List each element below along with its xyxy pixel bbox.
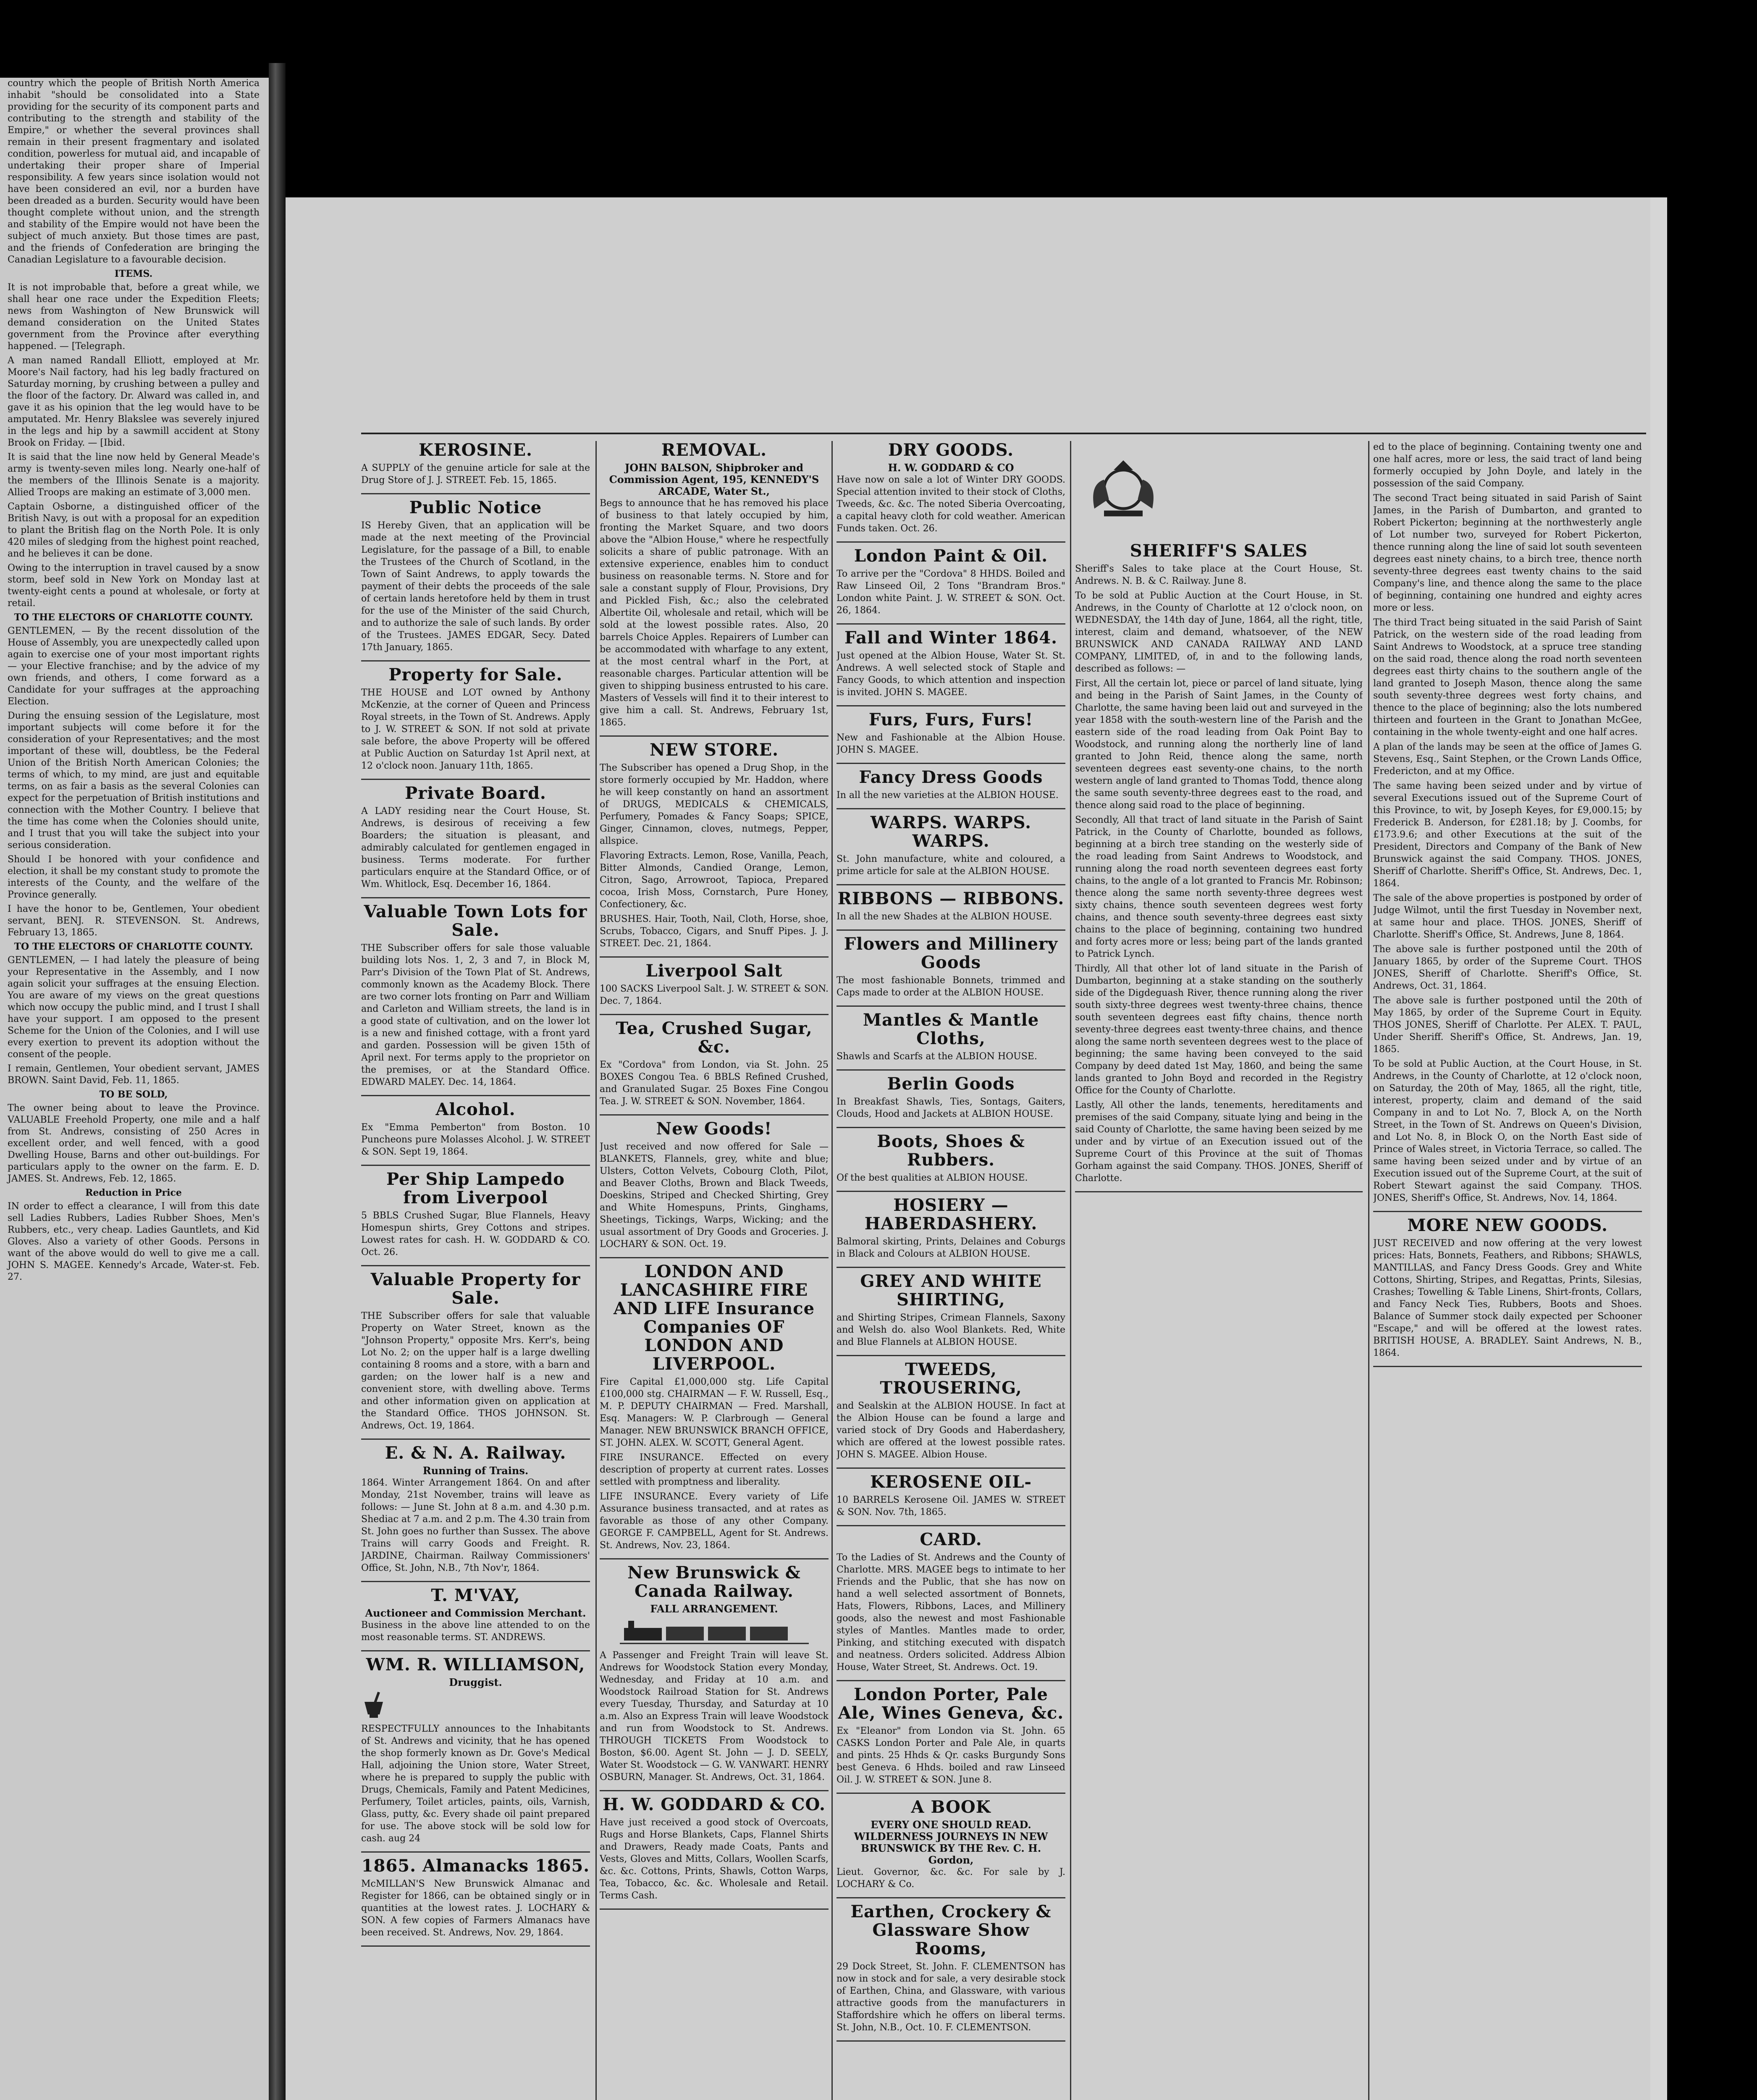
advertisement <box>361 666 590 772</box>
royal-crest-icon <box>1075 441 1172 538</box>
ad-divider <box>361 1581 590 1582</box>
ad-body-text: In all the new Shades at the ALBION HOUSE. <box>837 911 1052 922</box>
ad-body-text: Flavoring Extracts. Lemon, Rose, Vanilla, Peach, Bitter Almonds, Candied Orange, Lemon, Citron, Sago, Arrowroot, Tapioca, Prepared cocoa, Irish Moss, Cornstarch, Pure Honey, Confectionery, &c. <box>600 850 829 910</box>
ad-heading: Per Ship Lampedo from Liverpool <box>386 1169 565 1208</box>
ad-divider <box>361 1438 590 1440</box>
ad-divider <box>837 1467 1065 1469</box>
ad-body-text: Business in the above line attended to on the most reasonable terms. ST. ANDREWS. <box>361 1620 590 1643</box>
ad-heading: KEROSINE. <box>419 441 532 460</box>
ad-heading: New Brunswick & Canada Railway. <box>627 1563 801 1601</box>
left-page-heading: TO THE ELECTORS OF CHARLOTTE COUNTY. <box>14 612 253 623</box>
ad-body-text: A plan of the lands may be seen at the office of James G. Stevens, Esq., Saint Stephen, or the Crown Lands Office, Fredericton, and at my Office. <box>1373 742 1642 777</box>
ad-body-text: Lieut. Governor, &c. &c. For sale by J. LOCHARY & Co. <box>837 1867 1065 1890</box>
ad-divider <box>837 1525 1065 1526</box>
ad-divider <box>837 1069 1065 1071</box>
ad-divider <box>1373 1366 1642 1367</box>
ad-body-text: Secondly, All that tract of land situate in the Parish of Saint Patrick, in the County of Charlotte, bounded as follows, beginning at a birch tree standing on the westerly side of the road leading from Saint Andrews to Woodstock, and running along the road north seventeen degrees east forty chains, to the angle of a lot granted to Francis Mr. Robinson; thence along the same north seventy-three degrees west sixty chains, thence south seventeen degrees west forty chains, and thence south seventy-three degrees east sixty chains to the place of beginning, containing two hundred and forty acres more or less; being part of the lands granted to Patrick Lynch. <box>1075 815 1363 959</box>
ad-divider <box>361 897 590 898</box>
ad-body-text: To the Ladies of St. Andrews and the County of Charlotte. MRS. MAGEE begs to intimate to her Friends and the Public, that she has now on hand a well selected assortment of Bonnets, Hats, Flowers, Ribbons, Laces, and Millinery goods, also the newest and most Fashionable styles of Mantles. Mantles made to order, Pinking, and stitching executed with dispatch and neatness. Orders solicited. Address Albion House, Water Street, St. Andrews. Oct. 19. <box>837 1552 1065 1672</box>
advertisement <box>600 1120 829 1250</box>
ad-body-text: JUST RECEIVED and now offering at the very lowest prices: Hats, Bonnets, Feathers, and Ribbons; SHAWLS, MANTILLAS, and Fancy Dress Goods. Grey and White Cottons, Shirting, Stripes, and Regattas, Prints, Silesias, Crashes; Towelling & Table Linens, Shirt-fronts, Collars, and Fancy Neck Ties, Rubbers, Boots and Shoes. Balance of Summer stock daily expected per Schooner "Escape," and will be offered at the lowest rates. BRITISH HOUSE, A. BRADLEY. Saint Andrews, N. B., 1864. <box>1373 1238 1642 1358</box>
ad-heading: RIBBONS — RIBBONS. <box>837 889 1065 908</box>
ad-body-text: Ex "Emma Pemberton" from Boston. 10 Puncheons pure Molasses Alcohol. J. W. STREET & SON. Sept 19, 1864. <box>361 1122 590 1157</box>
ad-body-text: To be sold at Public Auction at the Court House, in St. Andrews, in the County of Charlotte at 12 o'clock noon, on WEDNESDAY, the 14th day of June, 1864, all the right, title, interest, claim and demand, whatsoever, of the NEW BRUNSWICK AND CANADA RAILWAY AND LAND COMPANY, LIMITED, of, in and to the following lands, described as follows: — <box>1075 591 1363 674</box>
advertisement <box>837 629 1065 698</box>
ad-heading: Berlin Goods <box>887 1074 1015 1094</box>
advertisement <box>837 711 1065 756</box>
ad-divider <box>837 1355 1065 1356</box>
ad-divider <box>600 1908 829 1910</box>
ad-heading: LONDON AND LANCASHIRE FIRE AND LIFE Insurance Companies OF LONDON AND LIVERPOOL. <box>613 1262 815 1374</box>
ad-body-text: In Breakfast Shawls, Ties, Sontags, Gaiters, Clouds, Hood and Jackets at ALBION HOUSE. <box>837 1097 1065 1119</box>
ad-heading: Mantles & Mantle Cloths, <box>863 1010 1039 1048</box>
ad-heading: WARPS. WARPS. WARPS. <box>870 813 1032 851</box>
ad-heading: Tea, Crushed Sugar, &c. <box>616 1018 813 1057</box>
ad-divider <box>1075 1191 1363 1192</box>
ad-divider <box>837 541 1065 543</box>
ad-body-text: The sale of the above properties is postponed by order of Judge Wilmot, until the first Tuesday in November next, at same hour and place. THOS. JONES, Sheriff of Charlotte. Sheriff's Office, St. Andrews, June 8, 1864. <box>1373 893 1642 940</box>
ad-body-text: Begs to announce that he has removed his place of business to that lately occupied by him, fronting the Market Square, and two doors above the "Albion House," where he respectfully solicits a share of public patronage. With an extensive experience, enables him to conduct business on reasonable terms. N. Store and for sale a constant supply of Flour, Provisions, Dry and Pickled Fish, &c.; also the celebrated Albertite Oil, wholesale and retail, which will be sold at the lowest possible rates. Also, 20 barrels Choice Apples. Repairers of Lumber can be accommodated with wharfage to any extent, at the most central wharf in the Port, at reasonable charges. Particular attention will be given to shipping business entrusted to his care. Masters of Vessels will find it to their interest to give him a call. St. Andrews, February 1st, 1865. <box>600 498 829 728</box>
left-page-paragraph: It is said that the line now held by General Meade's army is twenty-seven miles long. Nearly one-half of the members of the Illinois Senate is a majority. Allied Troops are making an estimate of 3,000 men. <box>8 452 260 498</box>
ad-subheading: H. W. GODDARD & CO <box>888 462 1014 474</box>
advertisement <box>837 441 1065 535</box>
left-page-paragraph: country which the people of British North America inhabit "should be consolidated into a State providing for the security of its component parts and contributing to the strength and stability of the Empire," or whether the several provinces shall remain in their present fragmentary and isolated condition, powerless for mutual aid, and incapable of undertaking their proper share of Imperial responsibility. A few years since isolation would not have been considered an evil, nor a burden have been dreaded as a burden. Security would have been thought complete without union, and the strength and stability of the Empire would not have been the subject of much anxiety. But those times are past, and the friends of Confederation are bringing the Canadian Legislature to a favourable decision. <box>8 78 260 265</box>
ad-divider <box>600 1790 829 1791</box>
ad-body-text: Just opened at the Albion House, Water St. St. Andrews. A well selected stock of Staple and Fancy Goods, to which attention and inspection is invited. JOHN S. MAGEE. <box>837 651 1065 698</box>
ad-body-text: The third Tract being situated in the said Parish of Saint Patrick, on the western side of the road leading from Saint Andrews to Woodstock, at a spruce tree standing on the said road, thence along the road north seventeen degrees east thirty chains to the southern angle of the land granted to Joseph Mason, thence along the same south seventy-three degrees west forty chains, and thence to the place of beginning; also the lots numbered thirteen and fourteen in the Grant to Jonathan McGee, containing in the whole twenty-eight and one half acres. <box>1373 617 1642 738</box>
advertisement <box>361 1656 590 1845</box>
ad-body-text: The same having been seized under and by virtue of several Executions issued out of the Supreme Court of this Province, to wit, by Joseph Keyes, for £9,000.15; by Frederick B. Anderson, for £281.18; by J. Coombs, for £173.9.6; and other Executions at the suit of the President, Directors and Company of the Bank of New Brunswick against the said Company. THOS. JONES, Sheriff of Charlotte. Sheriff's Office, St. Andrews, Dec. 1, 1864. <box>1373 781 1642 889</box>
ad-heading: H. W. GODDARD & CO. <box>603 1795 826 1814</box>
ad-body-text: Thirdly, All that other lot of land situate in the Parish of Dumbarton, beginning at a stake standing on the southerly side of the Digdeguash River, thence running along the river south sixty-three degrees west twenty-three chains, thence south seventeen degrees east fifty chains, thence north seventy-three degrees east twenty-three chains, and thence along the same north seventeen degrees west to the place of beginning; the same having been conveyed to the said Company by deed dated 1st May, 1860, and being the same lands granted to John Boyd and recorded in the Registry Office for the County of Charlotte. <box>1075 963 1363 1096</box>
advertisement <box>361 1170 590 1258</box>
column-2 <box>600 441 829 2100</box>
ad-divider <box>837 1897 1065 1898</box>
ad-body-text: THE HOUSE and LOT owned by Anthony McKenzie, at the corner of Queen and Princess Royal streets, in the Town of St. Andrews. Apply to J. W. STREET & SON. If not sold at private sale before, the above Property will be offered at Public Auction on Saturday 1st April next, at 12 o'clock noon. January 11th, 1865. <box>361 688 590 771</box>
ad-divider <box>837 884 1065 885</box>
advertisement <box>361 903 590 1088</box>
ad-divider <box>600 956 829 958</box>
ad-heading: 1865. Almanacks 1865. <box>361 1856 590 1876</box>
page-fold <box>269 63 286 2100</box>
ad-heading: MORE NEW GOODS. <box>1407 1215 1608 1235</box>
advertisement <box>600 1263 829 1551</box>
advertisement <box>837 890 1065 923</box>
ad-body-text: A LADY residing near the Court House, St. Andrews, is desirous of receiving a few Boarders; the situation is pleasant, and admirably calculated for gentlemen engaged in business. Terms moderate. For further particulars enquire at the Standard Office, or of Wm. Whitlock, Esq. December 16, 1864. <box>361 806 590 890</box>
left-page-column <box>8 78 260 1286</box>
left-page-paragraph: Captain Osborne, a distinguished officer of the British Navy, is out with a proposal for an expedition to plant the British flag on the North Pole. It is only 420 miles of sledging from the highest point reached, and he believes it can be done. <box>8 501 260 559</box>
column-4 <box>1075 441 1363 2100</box>
ad-divider <box>361 1165 590 1166</box>
ad-subheading: Running of Trains. <box>422 1465 529 1477</box>
ad-heading: T. M'VAY, <box>431 1586 520 1605</box>
ad-divider <box>837 1793 1065 1794</box>
ad-divider <box>837 623 1065 625</box>
advertisement <box>1075 441 1363 1184</box>
ad-heading: Valuable Town Lots for Sale. <box>364 902 587 940</box>
ad-heading: Property for Sale. <box>388 665 563 685</box>
left-page-heading: TO BE SOLD, <box>99 1089 168 1100</box>
ad-divider <box>837 1267 1065 1268</box>
advertisement <box>361 441 590 486</box>
ad-divider <box>837 929 1065 931</box>
column-rule <box>1070 441 1071 2100</box>
ad-body-text: The Subscriber has opened a Drug Shop, in the store formerly occupied by Mr. Haddon, where he will keep constantly on hand an assortment of DRUGS, MEDICALS & CHEMICALS, Perfumery, Pomades & Fancy Soaps; SPICE, Ginger, Cinnamon, cloves, nutmegs, Pepper, allspice. <box>600 763 829 846</box>
advertisement <box>837 768 1065 801</box>
ad-heading: London Paint & Oil. <box>854 546 1048 566</box>
ad-subheading: FALL ARRANGEMENT. <box>650 1603 778 1615</box>
ad-heading: HOSIERY — HABERDASHERY. <box>864 1195 1038 1234</box>
ad-divider <box>837 705 1065 706</box>
advertisement <box>837 1903 1065 2034</box>
left-page-paragraph: A man named Randall Elliott, employed at Mr. Moore's Nail factory, had his leg badly fractured on Saturday morning, by crushing between a pulley and the floor of the factory. Dr. Alward was called in, and gave it as his opinion that the leg would have to be amputated. Mr. Henry Blakslee was severely injured in the legs and hip by a sawmill accident at Stony Brook on Friday. — [Ibid. <box>8 355 260 448</box>
ad-divider <box>361 493 590 494</box>
ad-body-text: Lastly, All other the lands, tenements, hereditaments and premises of the said Company, situate lying and being in the said County of Charlotte, the same having been seized by me under and by virtue of an Execution issued out of the Supreme Court of this Province at the suit of Thomas Gorham against the said Company. THOS. JONES, Sheriff of Charlotte. <box>1075 1100 1363 1184</box>
left-page-heading: TO THE ELECTORS OF CHARLOTTE COUNTY. <box>14 941 253 952</box>
left-page-paragraph: Owing to the interruption in travel caused by a snow storm, beef sold in New York on Monday last at twenty-eight cents a pound at wholesale, or forty at retail. <box>8 563 260 609</box>
left-page-paragraph: GENTLEMEN, — I had lately the pleasure of being your Representative in the Assembly, and I now again solicit your suffrages at the ensuing Election. You are aware of my views on the great questions which now occupy the public mind, and I trust I shall have your support. I am opposed to the present Scheme for the Union of the Colonies, and I will use every exertion to prevent its adoption without the consent of the people. <box>8 955 260 1060</box>
advertisement <box>361 784 590 890</box>
ad-subheading: Druggist. <box>449 1676 502 1688</box>
ad-heading: Flowers and Millinery Goods <box>844 934 1058 972</box>
advertisement <box>361 1857 590 1939</box>
advertisement <box>837 1132 1065 1184</box>
column-1 <box>361 441 590 2100</box>
ad-heading: Earthen, Crockery & Glassware Show Rooms, <box>850 1902 1052 1958</box>
ad-body-text: FIRE INSURANCE. Effected on every description of property at current rates. Losses settled with promptness and liberality. <box>600 1452 829 1487</box>
ad-heading: London Porter, Pale Ale, Wines Geneva, &c. <box>838 1685 1064 1723</box>
ad-heading: Valuable Property for Sale. <box>370 1270 581 1308</box>
advertisement <box>837 1798 1065 1890</box>
mortar-pestle-icon <box>361 1690 386 1719</box>
ad-divider <box>361 1650 590 1651</box>
ad-subheading: Auctioneer and Commission Merchant. <box>365 1607 586 1619</box>
ad-heading: Liverpool Salt <box>645 961 783 981</box>
ad-heading: GREY AND WHITE SHIRTING, <box>860 1271 1042 1310</box>
ad-divider <box>600 1014 829 1015</box>
ad-subheading: JOHN BALSON, Shipbroker and Commission Agent, 195, KENNEDY'S ARCADE, Water St., <box>609 462 819 497</box>
left-page-paragraph: The owner being about to leave the Province. VALUABLE Freehold Property, one mile and a half from St. Andrews, consisting of 250 Acres in excellent order, and well fenced, with a good Dwelling House, Barns and other out-buildings. For particulars apply to the owner on the farm. E. D. JAMES. St. Andrews, Feb. 12, 1865. <box>8 1103 260 1184</box>
ad-body-text: Have just received a good stock of Overcoats, Rugs and Horse Blankets, Caps, Flannel Shirts and Drawers, Ready made Coats, Pants and Vests, Gloves and Mitts, Collars, Woollen Scarfs, &c. &c. Cottons, Prints, Shawls, Cotton Warps, Tea, Tobacco, &c. &c. Wholesale and Retail. Terms Cash. <box>600 1817 829 1901</box>
ad-heading: E. & N. A. Railway. <box>385 1443 566 1463</box>
ad-heading: SHERIFF'S SALES <box>1130 541 1308 561</box>
ad-heading: WM. R. WILLIAMSON, <box>366 1655 585 1675</box>
left-page-heading: ITEMS. <box>114 268 153 279</box>
ad-body-text: Just received and now offered for Sale — BLANKETS, Flannels, grey, white and blue; Ulsters, Cotton Velvets, Cobourg Cloth, Pilot, and Beaver Cloths, Brown and Black Tweeds, Doeskins, Striped and Checked Shirting, Grey and White Homespuns, Prints, Ginghams, Sheetings, Tickings, Warps, Wicking; and the usual assortment of Dry Goods and Groceries. J. LOCHARY & SON. Oct. 19. <box>600 1142 829 1250</box>
right-page <box>286 197 1667 2100</box>
ad-heading: REMOVAL. <box>661 441 767 460</box>
ad-body-text: and Sealskin at the ALBION HOUSE. In fact at the Albion House can be found a large and varied stock of Dry Goods and Haberdashery, which are offered at the lowest possible rates. JOHN S. MAGEE. Albion House. <box>837 1401 1065 1460</box>
ad-body-text: The most fashionable Bonnets, trimmed and Caps made to order at the ALBION HOUSE. <box>837 975 1065 998</box>
left-page-paragraph: I have the honor to be, Gentlemen, Your obedient servant, BENJ. R. STEVENSON. St. Andrews, February 13, 1865. <box>8 904 260 938</box>
ad-body-text: First, All the certain lot, piece or parcel of land situate, lying and being in the Parish of Saint James, in the County of Charlotte, the same having been laid out and surveyed in the year 1858 with the south-western line of the Parish and the eastern side of the road leading from Oak Point Bay to Woodstock, and running along the northerly line of land granted to John Reid, thence along the same, north seventeen degrees east seventy-one chains, to the north western angle of land granted to Thomas Todd, thence along the same south seventy-three degrees east to the road, and thence along said road to the place of beginning. <box>1075 678 1363 811</box>
ad-body-text: LIFE INSURANCE. Every variety of Life Assurance business transacted, and at rates as favorable as those of any other Company. GEORGE F. CAMPBELL, Agent for St. Andrews. St. Andrews, Nov. 23, 1864. <box>600 1491 829 1551</box>
left-page-paragraph: GENTLEMEN, — By the recent dissolution of the House of Assembly, you are unexpectedly called upon again to exercise one of your most important rights — your Elective franchise; and by the advice of my own friends, and others, I come forward as a Candidate for your suffrages at the approaching Election. <box>8 626 260 707</box>
ad-body-text: Of the best qualities at ALBION HOUSE. <box>837 1173 1028 1183</box>
column-3 <box>837 441 1065 2100</box>
advertisement <box>600 441 829 729</box>
ad-heading: NEW STORE. <box>649 740 779 760</box>
ad-body-text: Ex "Eleanor" from London via St. John. 65 CASKS London Porter and Pale Ale, in quarts and pints. 25 Hhds & Qr. casks Burgundy Sons best Geneva. 6 Hhds. boiled and raw Linseed Oil. J. W. STREET & SON. June 8. <box>837 1726 1065 1785</box>
ad-heading: CARD. <box>920 1530 982 1549</box>
ad-body-text: ed to the place of beginning. Containing twenty one and one half acres, more or less, the said tract of land being formerly occupied by John Doyle, and lately in the possession of the said Company. <box>1373 442 1642 489</box>
ad-body-text: McMILLAN'S New Brunswick Almanac and Register for 1866, can be obtained singly or in quantities at the lowest rates. J. LOCHARY & SON. A few copies of Farmers Almanacs have been received. St. Andrews, Nov. 29, 1864. <box>361 1879 590 1938</box>
advertisement <box>600 1796 829 1902</box>
ad-divider <box>837 1127 1065 1128</box>
ad-body-text: 5 BBLS Crushed Sugar, Blue Flannels, Heavy Homespun shirts, Grey Cottons and stripes. Lowest rates for cash. H. W. GODDARD & CO. Oct. 26. <box>361 1210 590 1257</box>
left-page-paragraph: IN order to effect a clearance, I will from this date sell Ladies Rubbers, Ladies Rubber Shoes, Men's Rubbers, etc., very cheap. Ladies Gauntlets, and Kid Gloves. Also a variety of other Goods. Persons in want of the above would do well to give me a call. JOHN S. MAGEE. Kennedy's Arcade, Water-st. Feb. 27. <box>8 1201 260 1282</box>
ad-subheading: EVERY ONE SHOULD READ. WILDERNESS JOURNEYS IN NEW BRUNSWICK BY THE Rev. C. H. Gordon, <box>854 1819 1048 1866</box>
advertisement <box>837 1011 1065 1063</box>
advertisement <box>837 1196 1065 1260</box>
advertisement <box>837 1360 1065 1461</box>
ad-divider <box>361 1095 590 1096</box>
ad-divider <box>837 763 1065 764</box>
advertisement <box>361 1270 590 1432</box>
ad-divider <box>600 1114 829 1116</box>
column-5 <box>1373 441 1642 2100</box>
column-rule <box>831 441 833 2100</box>
ad-divider <box>837 2040 1065 2042</box>
ad-divider <box>1373 1211 1642 1212</box>
advertisement <box>600 962 829 1007</box>
ad-body-text: St. John manufacture, white and coloured, a prime article for sale at the ALBION HOUSE. <box>837 854 1065 877</box>
ad-body-text: To be sold at Public Auction, at the Court House, in St. Andrews, in the County of Charlotte, at 12 o'clock noon, on Saturday, the 20th of May, 1865, all the right, title, interest, property, claim and demand of the said Company in and to Lot No. 7, Block A, on the North Street, in the Town of St. Andrews on Queen's Division, and Lot No. 8, in Block O, on the North East side of Prince of Wales street, in Victoria Terrace, so called. The same having been seized under and by virtue of an Execution issued out of the Supreme Court, at the suit of Robert Stewart against the said Company. THOS. JONES, Sheriff's Office, St. Andrews, Nov. 14, 1864. <box>1373 1059 1642 1203</box>
left-page-heading: Reduction in Price <box>85 1187 182 1198</box>
ad-body-text: 10 BARRELS Kerosene Oil. JAMES W. STREET & SON. Nov. 7th, 1865. <box>837 1495 1065 1517</box>
ad-body-text: 1864. Winter Arrangement 1864. On and after Monday, 21st November, trains will leave as follows: — June St. John at 8 a.m. and 4.30 p.m. Shediac at 7 a.m. and 2 p.m. The 4.30 train from St. John goes no further than Sussex. The above Trains will carry Goods and Freight. R. JARDINE, Chairman. Railway Commissioners' Office, St. John, N.B., 7th Nov'r, 1864. <box>361 1478 590 1573</box>
ad-body-text: THE Subscriber offers for sale those valuable building lots Nos. 1, 2, 3 and 7, in Block M, Parr's Division of the Town Plat of St. Andrews, commonly known as the Academy Block. There are two corner lots fronting on Parr and William and Carleton and William streets, the land is in a good state of cultivation, and on the lower lot is a new and finished cottage, with a front yard and garden. Possession will be given 15th of April next. For terms apply to the proprietor on the premises, or at the Standard Office. EDWARD MALEY. Dec. 14, 1864. <box>361 943 590 1087</box>
left-page-paragraph: During the ensuing session of the Legislature, most important subjects will come before it for the consideration of your Representatives; and the most important of these will, doubtless, be the Federal Union of the British North American Colonies; the terms of which, to my mind, are just and equitable terms, on as fair a basis as the several Colonies can expect for the perpetuation of British institutions and connection with the Mother Country. I believe that the time has come when the Colonies should unite, and I trust that you will take the subject into your serious consideration. <box>8 711 260 850</box>
ad-body-text: Balmoral skirting, Prints, Delaines and Coburgs in Black and Colours at ALBION HOUSE. <box>837 1236 1065 1259</box>
left-page-paragraph: I remain, Gentlemen, Your obedient servant, JAMES BROWN. Saint David, Feb. 11, 1865. <box>8 1063 260 1086</box>
advertisement <box>1373 1216 1642 1359</box>
header-rule <box>361 433 1646 434</box>
ad-divider <box>600 1558 829 1559</box>
advertisement <box>361 1586 590 1643</box>
ad-divider <box>600 735 829 737</box>
ad-body-text: A SUPPLY of the genuine article for sale at the Drug Store of J. J. STREET. Feb. 15, 1865. <box>361 463 590 486</box>
advertisement <box>837 1075 1065 1120</box>
ad-heading: Furs, Furs, Furs! <box>868 710 1033 730</box>
ad-heading: Alcohol. <box>435 1100 516 1119</box>
ad-body-text: RESPECTFULLY announces to the Inhabitants of St. Andrews and vicinity, that he has opened the shop formerly known as Dr. Gove's Medical Hall, adjoining the Union store, Water Street, where he is prepared to supply the public with Drugs, Chemicals, Family and Patent Medicines, Perfumery, Toilet articles, paints, oils, Varnish, Glass, putty, &c. Every shade oil paint prepared for use. The above stock will be sold low for cash. aug 24 <box>361 1724 590 1844</box>
advertisement <box>837 547 1065 617</box>
ad-divider <box>361 779 590 780</box>
ad-divider <box>361 660 590 662</box>
advertisement <box>1373 441 1642 1204</box>
ad-divider <box>837 1191 1065 1192</box>
ad-body-text: The second Tract being situated in said Parish of Saint James, in the Parish of Dumbarton, and granted to Robert Pickerton; beginning at the northwesterly angle of Lot number two, surveyed for Robert Pickerton, thence running along the line of said lot south seventeen degrees east ninety chains, to a birch tree, thence north seventy-three degrees east twenty chains to the said Company's line, and thence along the same to the place of beginning, containing one hundred and eighty acres more or less. <box>1373 493 1642 613</box>
ad-divider <box>600 1257 829 1258</box>
ad-body-text: Sheriff's Sales to take place at the Court House, St. Andrews. N. B. & C. Railway. June 8. <box>1075 564 1363 586</box>
ad-heading: Fancy Dress Goods <box>859 767 1043 787</box>
advertisement <box>837 935 1065 999</box>
ad-body-text: and Shirting Stripes, Crimean Flannels, Saxony and Welsh do. also Wool Blankets. Red, White and Blue Flannels at ALBION HOUSE. <box>837 1312 1065 1347</box>
ad-divider <box>361 1265 590 1266</box>
locomotive-icon <box>620 1617 809 1647</box>
ad-heading: KEROSENE OIL- <box>870 1472 1032 1492</box>
ad-heading: Boots, Shoes & Rubbers. <box>877 1131 1025 1170</box>
ad-heading: Fall and Winter 1864. <box>844 628 1057 648</box>
advertisement <box>361 1100 590 1158</box>
left-page-paragraph: Should I be honored with your confidence and election, it shall be my constant study to promote the interests of the County, and the welfare of the Province generally. <box>8 854 260 900</box>
ad-body-text: Shawls and Scarfs at the ALBION HOUSE. <box>837 1051 1037 1062</box>
ad-body-text: IS Hereby Given, that an application will be made at the next meeting of the Provincial Legislature, for the passage of a Bill, to enable the Trustees of the Church of Scotland, in the Town of Saint Andrews, to apply towards the payment of their debts the proceeds of the sale of certain lands heretofore held by them in trust for the use of the Minister of the said Church, and to authorize the sale of such lands. By order of the Trustees. JAMES EDGAR, Secy. Dated 17th January, 1865. <box>361 520 590 653</box>
ad-heading: New Goods! <box>656 1119 772 1139</box>
ad-heading: TWEEDS, TROUSERING, <box>880 1360 1022 1398</box>
column-rule <box>1368 441 1369 2100</box>
ad-divider <box>837 1680 1065 1681</box>
right-margin <box>1650 197 1667 2100</box>
ad-body-text: 29 Dock Street, St. John. F. CLEMENTSON has now in stock and for sale, a very desirable stock of Earthen, China, and Glassware, with various attractive goods from the manufacturers in Staffordshire which he offers on liberal terms. St. John, N.B., Oct. 10. F. CLEMENTSON. <box>837 1961 1065 2033</box>
ad-body-text: THE Subscriber offers for sale that valuable Property on Water Street, known as the "Johnson Property," opposite Mrs. Kerr's, being Lot No. 2; on the upper half is a large dwelling containing 8 rooms and a store, with a barn and garden; on the lower half is a new and convenient store, with dwelling above. Terms and other information given on application at the Standard Office. THOS JOHNSON. St. Andrews, Oct. 19, 1864. <box>361 1311 590 1431</box>
ad-heading: A BOOK <box>911 1797 991 1817</box>
column-rule <box>595 441 597 2100</box>
ad-body-text: New and Fashionable at the Albion House. JOHN S. MAGEE. <box>837 732 1065 755</box>
ad-heading: Private Board. <box>405 783 546 803</box>
ad-body-text: The above sale is further postponed until the 20th of January 1865, by order of the Supreme Court. THOS JONES, Sheriff of Charlotte. Sheriff's Office, St. Andrews, Oct. 31, 1864. <box>1373 944 1642 991</box>
ad-body-text: Fire Capital £1,000,000 stg. Life Capital £100,000 stg. CHAIRMAN — F. W. Russell, Esq., M. P. DEPUTY CHAIRMAN — Fred. Marshall, Esq. Managers: W. P. Clarbrough — General Manager. NEW BRUNSWICK BRANCH OFFICE, ST. JOHN. ALEX. W. SCOTT, General Agent. <box>600 1377 829 1448</box>
advertisement <box>361 1444 590 1574</box>
ad-body-text: Have now on sale a lot of Winter DRY GOODS. Special attention invited to their stock of Cloths, Tweeds, &c. &c. The noted Siberia Overcoating, a capital heavy cloth for cold weather. American Funds taken. Oct. 26. <box>837 475 1065 534</box>
ad-divider <box>361 1851 590 1853</box>
left-page-paragraph: It is not improbable that, before a great while, we shall hear one race under the Expedition Fleets; news from Washington of New Brunswick will demand consideration on the United States government from the Province after everything happened. — [Telegraph. <box>8 282 260 352</box>
ad-body-text: Ex "Cordova" from London, via St. John. 25 BOXES Congou Tea. 6 BBLS Refined Crushed, and Granulated Sugar. 25 Boxes Fine Congou Tea. J. W. STREET & SON. November, 1864. <box>600 1060 829 1107</box>
advertisement <box>600 1564 829 1783</box>
ad-body-text: BRUSHES. Hair, Tooth, Nail, Cloth, Horse, shoe, Scrubs, Tobacco, Cigars, and Snuff Pipes. J. J. STREET. Dec. 21, 1864. <box>600 914 829 949</box>
advertisement <box>361 499 590 654</box>
ad-heading: Public Notice <box>409 498 542 517</box>
advertisement <box>837 1473 1065 1518</box>
ad-body-text: To arrive per the "Cordova" 8 HHDS. Boiled and Raw Linseed Oil, 2 Tons "Brandram Bros." London white Paint. J. W. STREET & SON. Oct. 26, 1864. <box>837 569 1065 616</box>
ad-divider <box>837 808 1065 809</box>
ad-divider <box>837 1005 1065 1007</box>
ad-body-text: In all the new varieties at the ALBION HOUSE. <box>837 790 1059 801</box>
advertisement <box>837 814 1065 877</box>
advertisement <box>837 1685 1065 1786</box>
ad-body-text: A Passenger and Freight Train will leave St. Andrews for Woodstock Station every Monday, Wednesday, and Friday at 10 a.m. and Woodstock Railroad Station for St. Andrews every Tuesday, Thursday, and Saturday at 10 a.m. Also an Express Train will leave Woodstock and run from Woodstock to St. Andrews. THROUGH TICKETS From Woodstock to Boston, $6.00. Agent St. John — J. D. SEELY, Water St. Woodstock — G. W. VANWART. HENRY OSBURN, Manager. St. Andrews, Oct. 31, 1864. <box>600 1650 829 1782</box>
advertisement <box>600 741 829 950</box>
ad-heading: DRY GOODS. <box>888 441 1014 460</box>
ad-divider <box>361 1945 590 1947</box>
advertisement <box>837 1530 1065 1673</box>
ad-body-text: 100 SACKS Liverpool Salt. J. W. STREET & SON. Dec. 7, 1864. <box>600 984 829 1006</box>
ad-body-text: The above sale is further postponed until the 20th of May 1865, by order of the Supreme Court in Equity. THOS JONES, Sheriff of Charlotte. Per ALEX. T. PAUL, Under Sheriff. Sheriff's Office, St. Andrews, Jan. 19, 1865. <box>1373 995 1642 1055</box>
left-page <box>0 78 271 2100</box>
advertisement <box>600 1019 829 1108</box>
advertisement <box>837 1272 1065 1348</box>
